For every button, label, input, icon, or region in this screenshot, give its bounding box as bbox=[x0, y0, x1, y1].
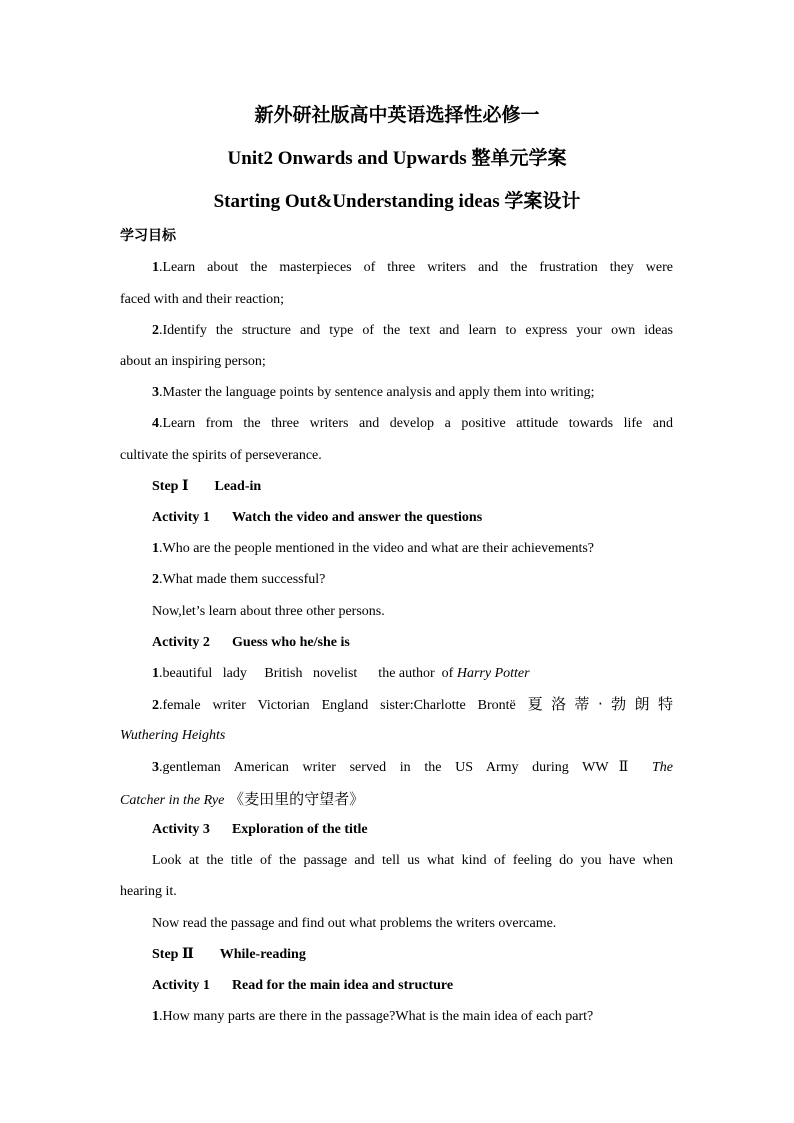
objective-4-line2: cultivate the spirits of perseverance. bbox=[120, 448, 322, 463]
objective-2-line2: about an inspiring person; bbox=[120, 354, 266, 369]
document-title: 新外研社版高中英语选择性必修一 bbox=[254, 105, 540, 126]
activity-2-clue-2-book: Wuthering Heights bbox=[120, 728, 226, 743]
step-1-heading: Step Ⅰ Lead-in bbox=[152, 479, 262, 494]
activity-2-heading: Activity 2 Guess who he/she is bbox=[152, 635, 350, 650]
reading-activity-1-heading: Activity 1 Read for the main idea and structure bbox=[152, 978, 454, 993]
objectives-heading: 学习目标 bbox=[120, 229, 176, 244]
activity-3-paragraph-1-line2: hearing it. bbox=[120, 884, 177, 899]
activity-3-heading: Activity 3 Exploration of the title bbox=[152, 822, 368, 837]
activity-3-paragraph-2: Now read the passage and find out what problems the writers overcame. bbox=[152, 916, 557, 931]
activity-2-clue-1: 1.beautiful lady British novelist the author of Harry Potter bbox=[152, 666, 530, 681]
activity-2-clue-2: 2.female writer Victorian England sister:Charlotte Brontë 夏洛蒂·勃朗特 bbox=[152, 695, 673, 713]
reading-activity-1-question-1: 1.How many parts are there in the passage?What is the main idea of each part? bbox=[152, 1009, 594, 1024]
activity-3-paragraph-1-line1: Look at the title of the passage and tell us what kind of feeling do you have when bbox=[152, 853, 673, 868]
activity-2-clue-3: 3.gentleman American writer served in the US Army during WWⅡ The bbox=[152, 760, 673, 775]
activity-1-question-1: 1.Who are the people mentioned in the video and what are their achievements? bbox=[152, 541, 594, 556]
activity-1-question-2: 2.What made them successful? bbox=[152, 572, 326, 587]
objective-2-line1: 2.Identify the structure and type of the text and learn to express your own ideas bbox=[152, 323, 673, 338]
activity-1-heading: Activity 1 Watch the video and answer the questions bbox=[152, 510, 483, 525]
step-2-heading: Step Ⅱ While-reading bbox=[152, 947, 306, 962]
objective-4-line1: 4.Learn from the three writers and develop a positive attitude towards life and bbox=[152, 416, 673, 431]
objective-1-line2: faced with and their reaction; bbox=[120, 292, 285, 307]
unit-title: Unit2 Onwards and Upwards 整单元学案 bbox=[227, 148, 567, 169]
objective-3: 3.Master the language points by sentence analysis and apply them into writing; bbox=[152, 385, 595, 400]
lesson-title: Starting Out&Understanding ideas 学案设计 bbox=[213, 191, 581, 212]
activity-1-note: Now,let’s learn about three other persons. bbox=[152, 604, 385, 619]
objective-1-line1: 1.Learn about the masterpieces of three writers and the frustration they were bbox=[152, 260, 673, 275]
activity-2-clue-3-book: Catcher in the Rye 《麦田里的守望者》 bbox=[120, 790, 365, 808]
